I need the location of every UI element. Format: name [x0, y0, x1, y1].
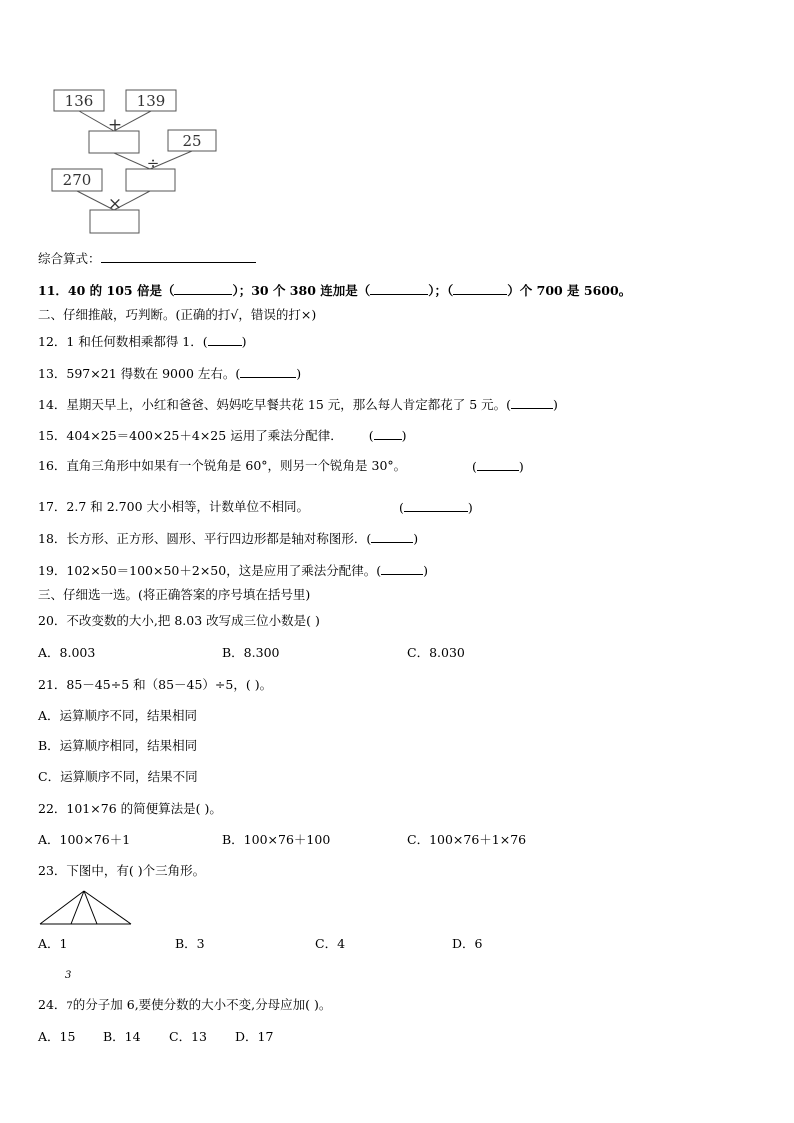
question-12: 12．1 和任何数相乘都得 1．( )	[38, 334, 247, 349]
divide-sign: ÷	[146, 154, 160, 172]
q17-answer: ( )	[399, 500, 473, 515]
num-136: 136	[64, 92, 94, 110]
formula-blank[interactable]	[101, 250, 256, 263]
q20-option-a[interactable]: A．8.003	[38, 645, 96, 660]
q13-answer-blank[interactable]	[240, 365, 296, 378]
q19-answer-blank[interactable]	[381, 562, 423, 575]
q24-option-c[interactable]: C．13	[169, 1029, 207, 1044]
q20-option-c[interactable]: C．8.030	[407, 645, 465, 660]
q24-option-b[interactable]: B．14	[103, 1029, 141, 1044]
q24-option-d[interactable]: D．17	[235, 1029, 274, 1044]
plus-sign: +	[107, 115, 123, 135]
q22-option-a[interactable]: A．100×76＋1	[38, 832, 131, 847]
q15-answer-blank[interactable]	[374, 427, 402, 440]
q21-option-c[interactable]: C．运算顺序不同，结果不同	[38, 769, 198, 784]
q17-answer-blank[interactable]	[404, 499, 468, 512]
q23-option-d[interactable]: D．6	[452, 936, 483, 951]
question-23-stem: 23．下图中，有( )个三角形。	[38, 863, 206, 878]
q14-answer-blank[interactable]	[511, 396, 553, 409]
q16-answer-blank[interactable]	[477, 458, 519, 471]
question-21-stem: 21．85－45÷5 和（85－45）÷5，( )。	[38, 677, 273, 692]
q12-answer-blank[interactable]	[208, 333, 242, 346]
formula-line	[38, 250, 256, 267]
question-19: 19．102×50＝100×50＋2×50，这是应用了乘法分配律。( )	[38, 563, 428, 578]
section-2-heading: 二、仔细推敲，巧判断。(正确的打√，错误的打×)	[38, 307, 317, 322]
q11-blank-2[interactable]	[370, 282, 428, 295]
question-18: 18．长方形、正方形、圆形、平行四边形都是轴对称图形．( )	[38, 531, 419, 546]
triangle-figure	[38, 889, 134, 927]
q20-option-b[interactable]: B．8.300	[222, 645, 280, 660]
times-sign: ×	[107, 194, 123, 214]
q24-fraction-numerator: 3	[65, 970, 72, 981]
q11-blank-1[interactable]	[174, 282, 232, 295]
q11-blank-3[interactable]	[453, 282, 507, 295]
question-22-stem: 22．101×76 的简便算法是( )。	[38, 801, 222, 816]
question-17: 17．2.7 和 2.700 大小相等，计数单位不相同。	[38, 499, 309, 514]
section-3-heading: 三、仔细选一选。(将正确答案的序号填在括号里)	[38, 587, 311, 602]
calculation-flow-diagram	[48, 86, 228, 236]
q21-option-a[interactable]: A．运算顺序不同，结果相同	[38, 708, 198, 723]
question-11: 11．40 的 105 倍是（ ）；30 个 380 连加是（ ）；（ ）个 700 是 5600。	[38, 283, 632, 298]
q22-option-c[interactable]: C．100×76＋1×76	[407, 832, 527, 847]
q23-option-a[interactable]: A．1	[38, 936, 68, 951]
num-139: 139	[136, 92, 166, 110]
q18-answer-blank[interactable]	[371, 530, 413, 543]
q23-option-b[interactable]: B．3	[175, 936, 205, 951]
formula-label: 综合算式：	[38, 251, 101, 266]
question-13: 13．597×21 得数在 9000 左右。( )	[38, 366, 302, 381]
box-div-result	[126, 169, 175, 191]
q21-option-b[interactable]: B．运算顺序相同，结果相同	[38, 738, 198, 753]
q24-option-a[interactable]: A．15	[38, 1029, 76, 1044]
num-25: 25	[182, 132, 202, 150]
question-24-stem: 24．7的分子加 6,要使分数的大小不变,分母应加( )。	[38, 997, 332, 1012]
q16-answer: ( )	[472, 459, 524, 474]
question-16: 16．直角三角形中如果有一个锐角是 60°，则另一个锐角是 30°。	[38, 458, 407, 473]
num-270: 270	[62, 171, 92, 189]
q22-option-b[interactable]: B．100×76＋100	[222, 832, 331, 847]
q23-option-c[interactable]: C．4	[315, 936, 346, 951]
q24-fraction-denominator: 7	[66, 1001, 73, 1012]
question-14: 14．星期天早上，小红和爸爸、妈妈吃早餐共花 15 元，那么每人肯定都花了 5 元。( )	[38, 397, 558, 412]
question-15: 15．404×25＝400×25＋4×25 运用了乘法分配律． ( )	[38, 428, 407, 443]
question-20-stem: 20．不改变数的大小,把 8.03 改写成三位小数是( )	[38, 613, 320, 628]
